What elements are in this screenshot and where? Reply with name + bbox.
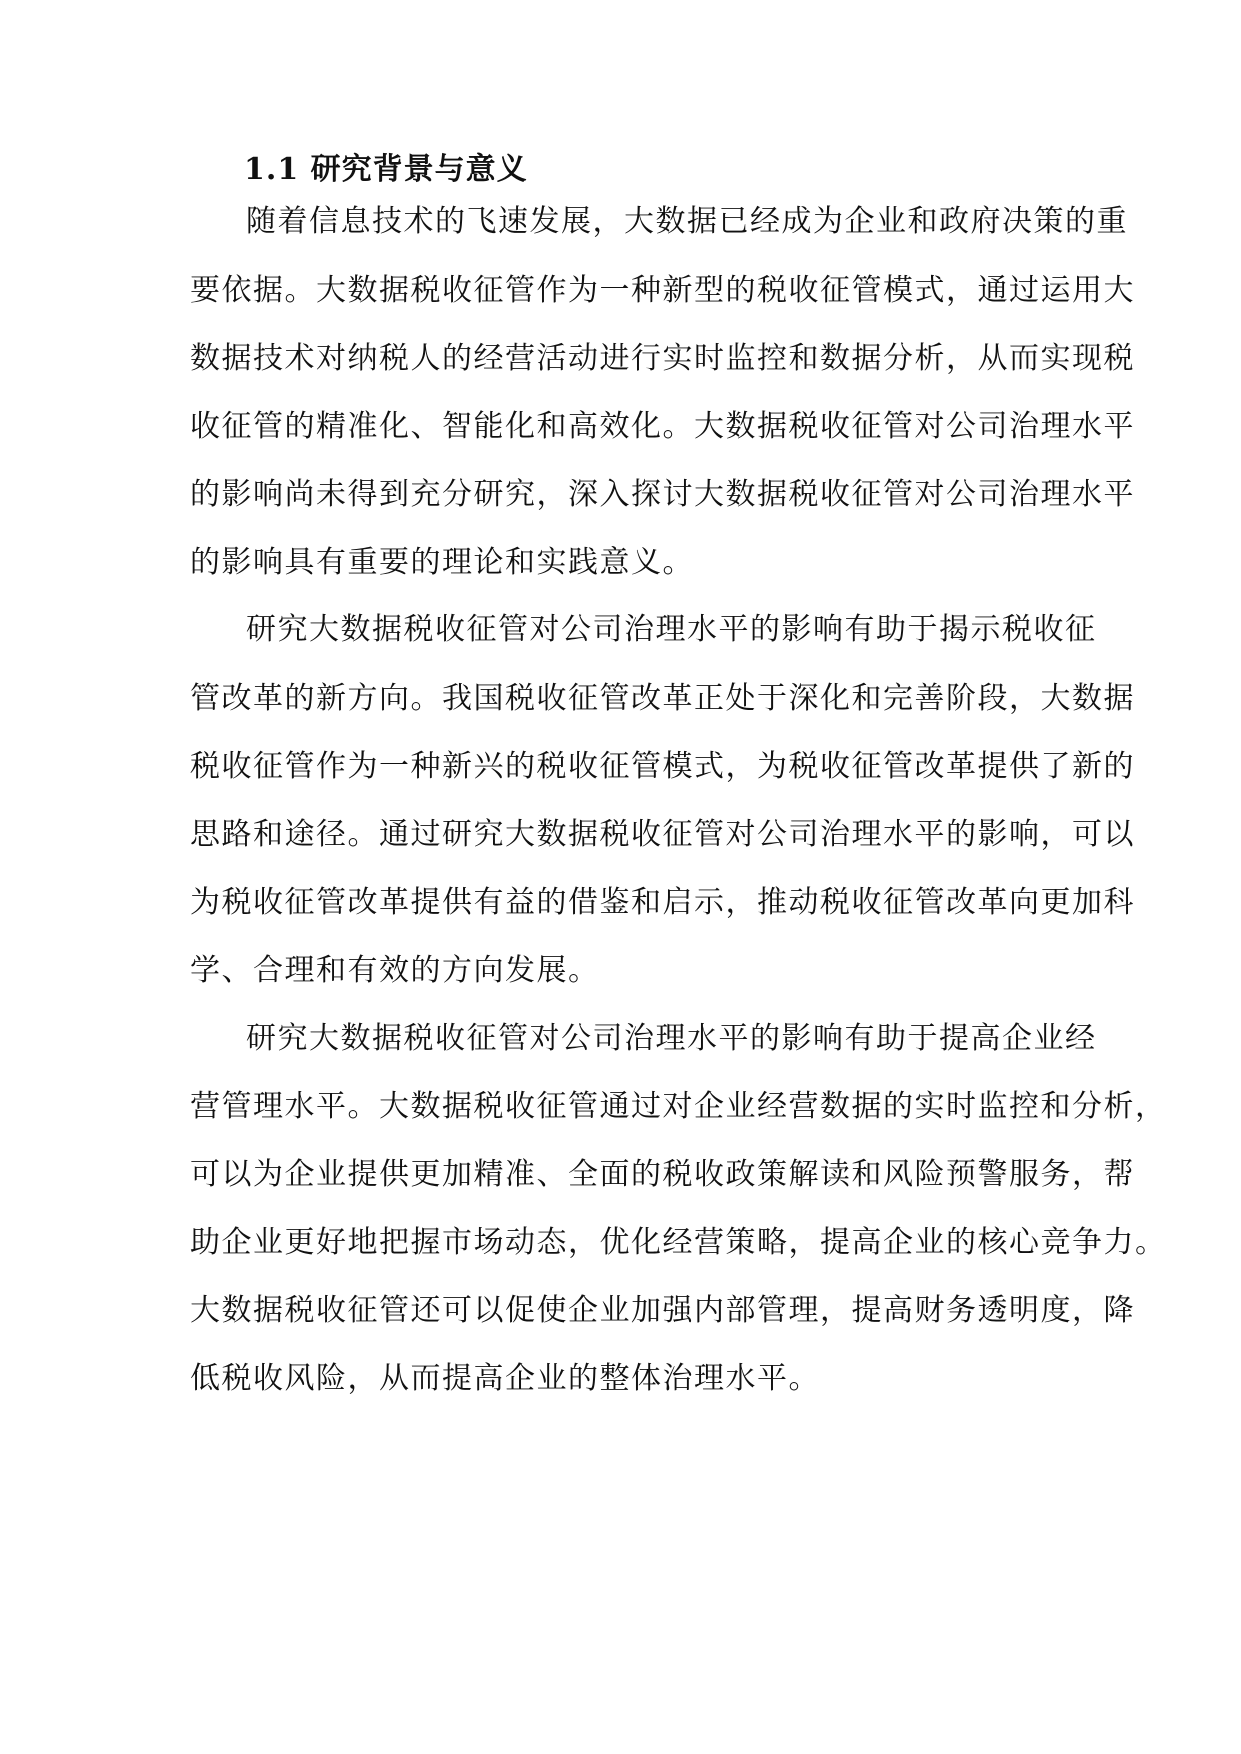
paragraph-3-line-6: 低税收风险，从而提高企业的整体治理水平。: [190, 1361, 820, 1396]
paragraph-1-line-2: 要依据。大数据税收征管作为一种新型的税收征管模式，通过运用大: [190, 273, 1135, 308]
paragraph-1-line-3: 数据技术对纳税人的经营活动进行实时监控和数据分析，从而实现税: [190, 341, 1135, 376]
paragraph-2-line-6: 学、合理和有效的方向发展。: [190, 953, 600, 988]
paragraph-2-line-4: 思路和途径。通过研究大数据税收征管对公司治理水平的影响，可以: [190, 817, 1135, 852]
paragraph-3-line-5: 大数据税收征管还可以促使企业加强内部管理，提高财务透明度，降: [190, 1293, 1135, 1328]
paragraph-1-line-6: 的影响具有重要的理论和实践意义。: [190, 545, 694, 580]
paragraph-3-line-1: 研究大数据税收征管对公司治理水平的影响有助于提高企业经: [246, 1021, 1097, 1056]
paragraph-2-line-5: 为税收征管改革提供有益的借鉴和启示，推动税收征管改革向更加科: [190, 885, 1135, 920]
paragraph-3-line-3: 可以为企业提供更加精准、全面的税收政策解读和风险预警服务，帮: [190, 1157, 1135, 1192]
paragraph-1-line-1: 随着信息技术的飞速发展，大数据已经成为企业和政府决策的重: [246, 204, 1128, 239]
paragraph-2-line-2: 管改革的新方向。我国税收征管改革正处于深化和完善阶段，大数据: [190, 681, 1135, 716]
paragraph-2-line-3: 税收征管作为一种新兴的税收征管模式，为税收征管改革提供了新的: [190, 749, 1135, 784]
paragraph-1-line-4: 收征管的精准化、智能化和高效化。大数据税收征管对公司治理水平: [190, 409, 1135, 444]
paragraph-1-line-5: 的影响尚未得到充分研究，深入探讨大数据税收征管对公司治理水平: [190, 477, 1135, 512]
paragraph-3-line-4: 助企业更好地把握市场动态，优化经营策略，提高企业的核心竞争力。: [190, 1225, 1167, 1260]
section-heading: 1.1 研究背景与意义: [244, 152, 528, 187]
paragraph-3-line-2: 营管理水平。大数据税收征管通过对企业经营数据的实时监控和分析，: [190, 1089, 1167, 1124]
paragraph-2-line-1: 研究大数据税收征管对公司治理水平的影响有助于揭示税收征: [246, 612, 1097, 647]
